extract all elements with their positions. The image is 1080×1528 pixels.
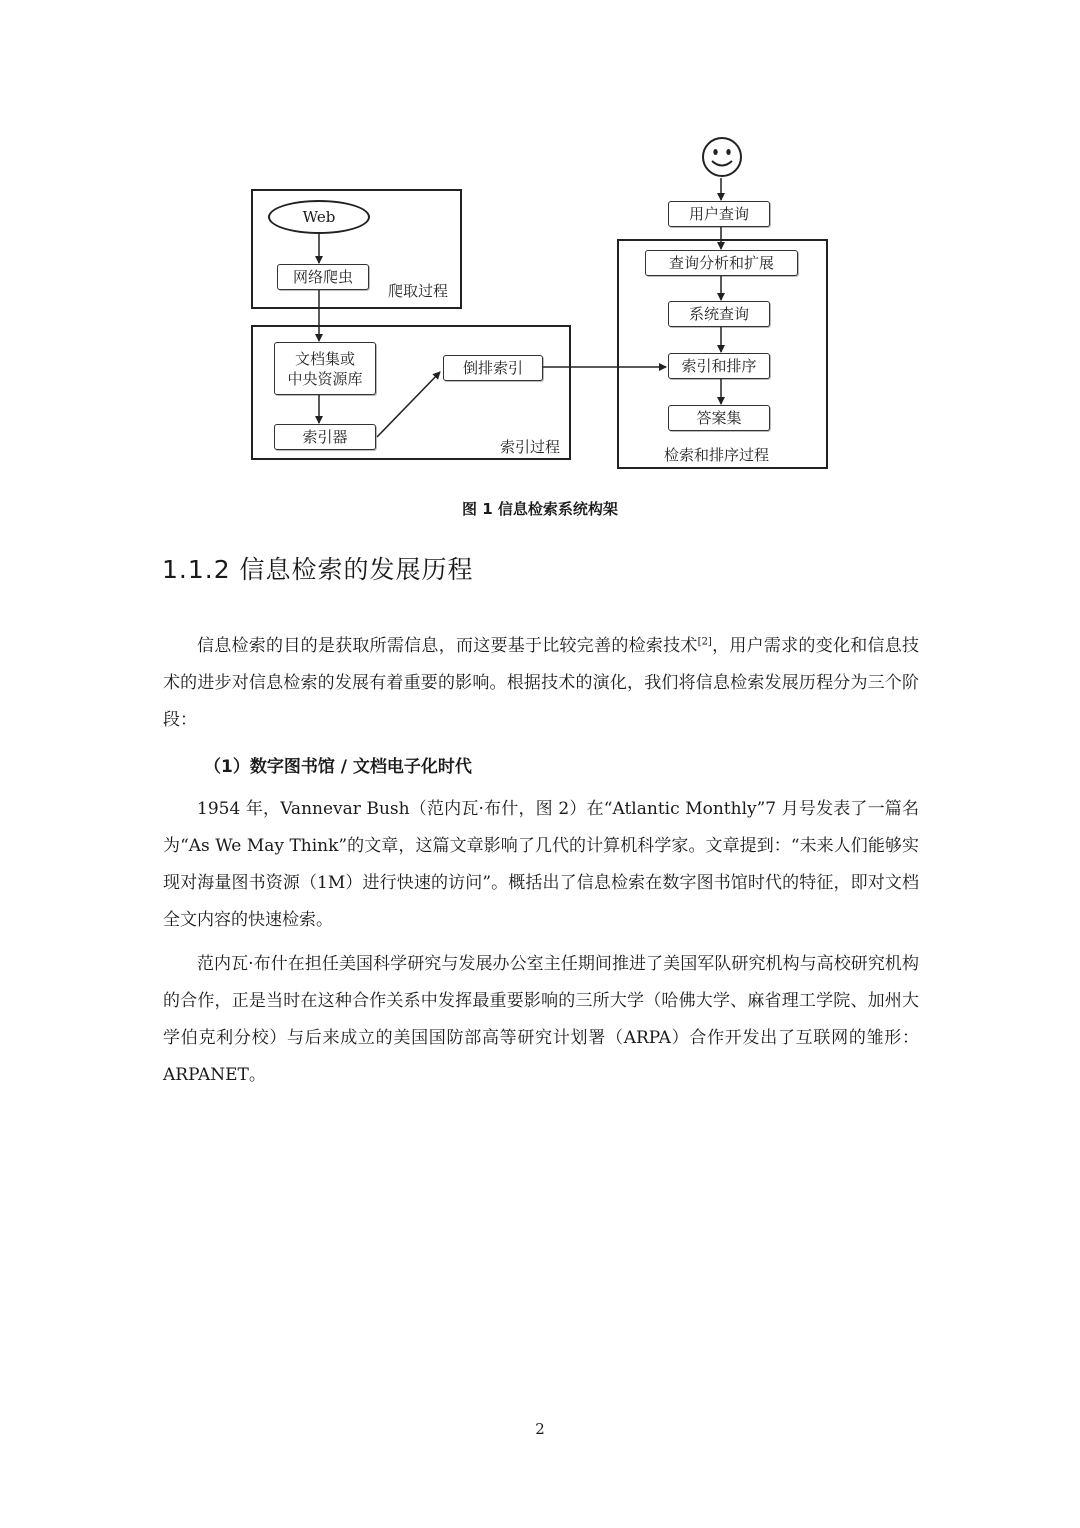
intro-paragraph <box>163 628 919 739</box>
index-process-label: 索引过程 <box>500 438 561 456</box>
intro-part2: ，用户需求的变化和信息技术的进步对信息检索的发展有着重要的影响。根据技术的演化，我们将信息检索发展历程分为三个阶段： <box>163 636 920 730</box>
inverted-index-node: 倒排索引 <box>443 355 543 381</box>
figure-caption: 图 1 信息检索系统构架 <box>462 500 618 518</box>
user-query-node: 用户查询 <box>668 201 770 227</box>
intro-part1: 信息检索的目的是获取所需信息，而这要基于比较完善的检索技术 <box>197 636 698 656</box>
document-collection-line1: 文档集或 <box>294 349 355 368</box>
system-query-node: 系统查询 <box>668 301 770 327</box>
web-node: Web <box>268 200 370 234</box>
retrieval-process-label: 检索和排序过程 <box>664 446 770 464</box>
smiley-icon <box>701 136 743 178</box>
paragraph-bush: 1954 年，Vannevar Bush（范内瓦·布什，图 2）在“Atlantic Monthly”7 月号发表了一篇名为“As We May Think”的文章，这篇文章影响了几代的计算机科学家。文章提到：“未来人们能够实现对海量图书资源（1M）进行快速的访问”。概括出了信息检索在数字图书馆时代的特征，即对文档全文内容的快速检索。 <box>163 799 919 930</box>
citation-ref: [2] <box>697 636 712 648</box>
crawl-process-label: 爬取过程 <box>388 282 449 300</box>
page-number: 2 <box>535 1420 545 1438</box>
paragraph-arpanet: 范内瓦·布什在担任美国科学研究与发展办公室主任期间推进了美国军队研究机构与高校研究机构的合作，正是当时在这种合作关系中发挥最重要影响的三所大学（哈佛大学、麻省理工学院、加州大学伯克利分校）与后来成立的美国国防部高等研究计划署（ARPA）合作开发出了互联网的雏形：ARPANET。 <box>163 954 919 1085</box>
document-collection-node <box>274 342 376 395</box>
indexer-node: 索引器 <box>274 424 376 450</box>
subsection-heading: （1）数字图书馆 / 文档电子化时代 <box>204 757 472 777</box>
query-analysis-node: 查询分析和扩展 <box>645 250 798 276</box>
answer-set-node: 答案集 <box>668 405 770 431</box>
document-collection-line2: 中央资源库 <box>287 369 363 388</box>
figure-architecture <box>0 0 1080 480</box>
index-ranking-node: 索引和排序 <box>668 353 770 379</box>
crawler-node: 网络爬虫 <box>277 264 369 290</box>
section-heading: 1.1.2 信息检索的发展历程 <box>162 555 474 584</box>
